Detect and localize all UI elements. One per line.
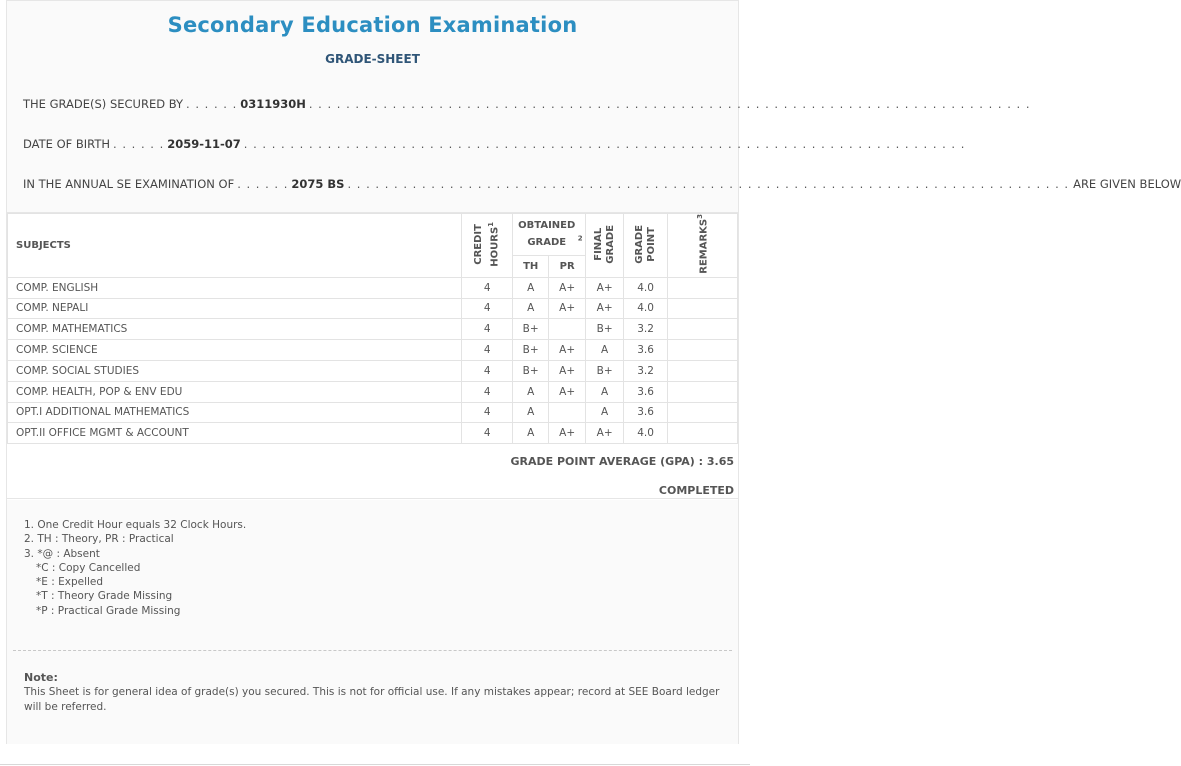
grade-point-cell: 3.2 <box>624 360 668 381</box>
legend-item: *P : Practical Grade Missing <box>36 604 181 617</box>
subjects-header: SUBJECTS <box>8 214 462 278</box>
credit-cell: 4 <box>462 319 513 340</box>
th-header: TH <box>513 255 549 277</box>
grade-point-cell: 3.6 <box>624 340 668 361</box>
grade-point-cell: 3.6 <box>624 381 668 402</box>
credit-cell: 4 <box>462 423 513 444</box>
th-grade-cell: A <box>513 423 549 444</box>
th-grade-cell: A <box>513 298 549 319</box>
final-grade-cell: A <box>586 381 624 402</box>
table-row <box>8 381 738 402</box>
grades-table <box>7 213 738 444</box>
pr-grade-cell: A+ <box>549 360 586 381</box>
pr-grade-cell: A+ <box>549 423 586 444</box>
exam-year: 2075 BS <box>291 177 345 191</box>
grade-point-cell: 4.0 <box>624 423 668 444</box>
th-grade-cell: A <box>513 381 549 402</box>
th-grade-cell: A <box>513 402 549 423</box>
pr-grade-cell: A+ <box>549 340 586 361</box>
dot-leader: . . . . . . . . . . . . . . . . . . . . . . . . . . . . . . . . . . . . . . . . . . . . . . . . . . . . . . . . . . . . . . . . . . . . . . . . . . . . . . <box>347 177 1070 191</box>
pr-grade-cell <box>549 319 586 340</box>
table-row <box>8 298 738 319</box>
legend-list <box>24 518 246 618</box>
dashed-divider <box>13 650 732 651</box>
legend-area <box>7 500 738 744</box>
final-grade-cell: B+ <box>586 319 624 340</box>
final-grade-header: FINAL GRADE <box>586 214 624 278</box>
pr-header: PR <box>549 255 586 277</box>
subject-cell: COMP. NEPALI <box>8 298 462 319</box>
dob-label: DATE OF BIRTH <box>23 137 111 151</box>
grade-sheet <box>6 0 1181 744</box>
sheet-header <box>7 1 1181 213</box>
pr-grade-cell: A+ <box>549 381 586 402</box>
exam-tail: ARE GIVEN BELOW <box>1073 177 1181 191</box>
exam-label: IN THE ANNUAL SE EXAMINATION OF <box>23 177 235 191</box>
remarks-cell <box>668 319 738 340</box>
credit-cell: 4 <box>462 402 513 423</box>
final-grade-cell: B+ <box>586 360 624 381</box>
th-grade-cell: B+ <box>513 360 549 381</box>
subject-cell: OPT.II OFFICE MGMT & ACCOUNT <box>8 423 462 444</box>
table-row <box>8 277 738 298</box>
remarks-cell <box>668 360 738 381</box>
table-row <box>8 319 738 340</box>
remarks-cell <box>668 298 738 319</box>
page-title: Secondary Education Examination <box>167 13 578 37</box>
table-row <box>8 340 738 361</box>
note-text: This Sheet is for general idea of grade(s) you secured. This is not for official use. If any mistakes appear; record at SEE Board ledger will be referred. <box>24 686 720 713</box>
credit-cell: 4 <box>462 277 513 298</box>
dot-leader: . . . . . . . . . . . . . . . . . . . . . . . . . . . . . . . . . . . . . . . . . . . . . . . . . . . . . . . . . . . . . . . . . . . . . . . . . . . . . . <box>243 137 966 151</box>
th-grade-cell: B+ <box>513 319 549 340</box>
final-grade-cell: A+ <box>586 277 624 298</box>
legend-item: *C : Copy Cancelled <box>36 561 141 574</box>
final-grade-cell: A+ <box>586 298 624 319</box>
final-grade-cell: A+ <box>586 423 624 444</box>
secured-by-line <box>23 96 1031 112</box>
pr-grade-cell: A+ <box>549 277 586 298</box>
subject-cell: OPT.I ADDITIONAL MATHEMATICS <box>8 402 462 423</box>
remarks-cell <box>668 340 738 361</box>
grade-point-cell: 4.0 <box>624 277 668 298</box>
dob-line <box>23 136 966 152</box>
remarks-cell <box>668 381 738 402</box>
bottom-divider <box>0 764 750 765</box>
dob-value: 2059-11-07 <box>167 137 241 151</box>
subject-cell: COMP. MATHEMATICS <box>8 319 462 340</box>
table-row <box>8 360 738 381</box>
th-grade-cell: B+ <box>513 340 549 361</box>
page-subtitle: GRADE-SHEET <box>325 52 420 66</box>
status-badge: COMPLETED <box>658 484 734 497</box>
subject-cell: COMP. HEALTH, POP & ENV EDU <box>8 381 462 402</box>
grade-point-cell: 4.0 <box>624 298 668 319</box>
credit-cell: 4 <box>462 381 513 402</box>
legend-item: *T : Theory Grade Missing <box>36 590 173 603</box>
legend-item: 2. TH : Theory, PR : Practical <box>24 533 174 546</box>
credit-cell: 4 <box>462 360 513 381</box>
credit-hours-header: CREDIT HOURS$^1$ <box>462 214 513 278</box>
gpa-value: GRADE POINT AVERAGE (GPA) : 3.65 <box>510 455 734 468</box>
subject-cell: COMP. SOCIAL STUDIES <box>8 360 462 381</box>
remarks-cell <box>668 402 738 423</box>
dot-leader: . . . . . . <box>237 177 289 191</box>
table-row <box>8 402 738 423</box>
remarks-header: REMARKS$^3$ <box>668 214 738 278</box>
dot-leader: . . . . . . . . . . . . . . . . . . . . . . . . . . . . . . . . . . . . . . . . . . . . . . . . . . . . . . . . . . . . . . . . . . . . . . . . . . . . . . <box>308 97 1031 111</box>
grade-point-cell: 3.2 <box>624 319 668 340</box>
symbol-number: 0311930H <box>240 97 306 111</box>
secured-by-label: THE GRADE(S) SECURED BY <box>23 97 184 111</box>
final-grade-cell: A <box>586 340 624 361</box>
grade-point-header: GRADE POINT <box>624 214 668 278</box>
subject-cell: COMP. SCIENCE <box>8 340 462 361</box>
dot-leader: . . . . . . <box>113 137 165 151</box>
grade-point-cell: 3.6 <box>624 402 668 423</box>
subject-cell: COMP. ENGLISH <box>8 277 462 298</box>
exam-line <box>23 176 1181 192</box>
legend-item: 1. One Credit Hour equals 32 Clock Hours. <box>24 519 247 531</box>
credit-cell: 4 <box>462 298 513 319</box>
gpa-area <box>7 439 738 499</box>
remarks-cell <box>668 277 738 298</box>
final-grade-cell: A <box>586 402 624 423</box>
legend-item: 3. *@ : Absent <box>24 547 100 560</box>
th-grade-cell: A <box>513 277 549 298</box>
obtained-grade-header: OBTAINED GRADE $^2$ <box>513 214 586 256</box>
note-title: Note: <box>24 671 58 684</box>
dot-leader: . . . . . . <box>186 97 238 111</box>
credit-cell: 4 <box>462 340 513 361</box>
legend-item: *E : Expelled <box>36 576 104 589</box>
pr-grade-cell <box>549 402 586 423</box>
pr-grade-cell: A+ <box>549 298 586 319</box>
